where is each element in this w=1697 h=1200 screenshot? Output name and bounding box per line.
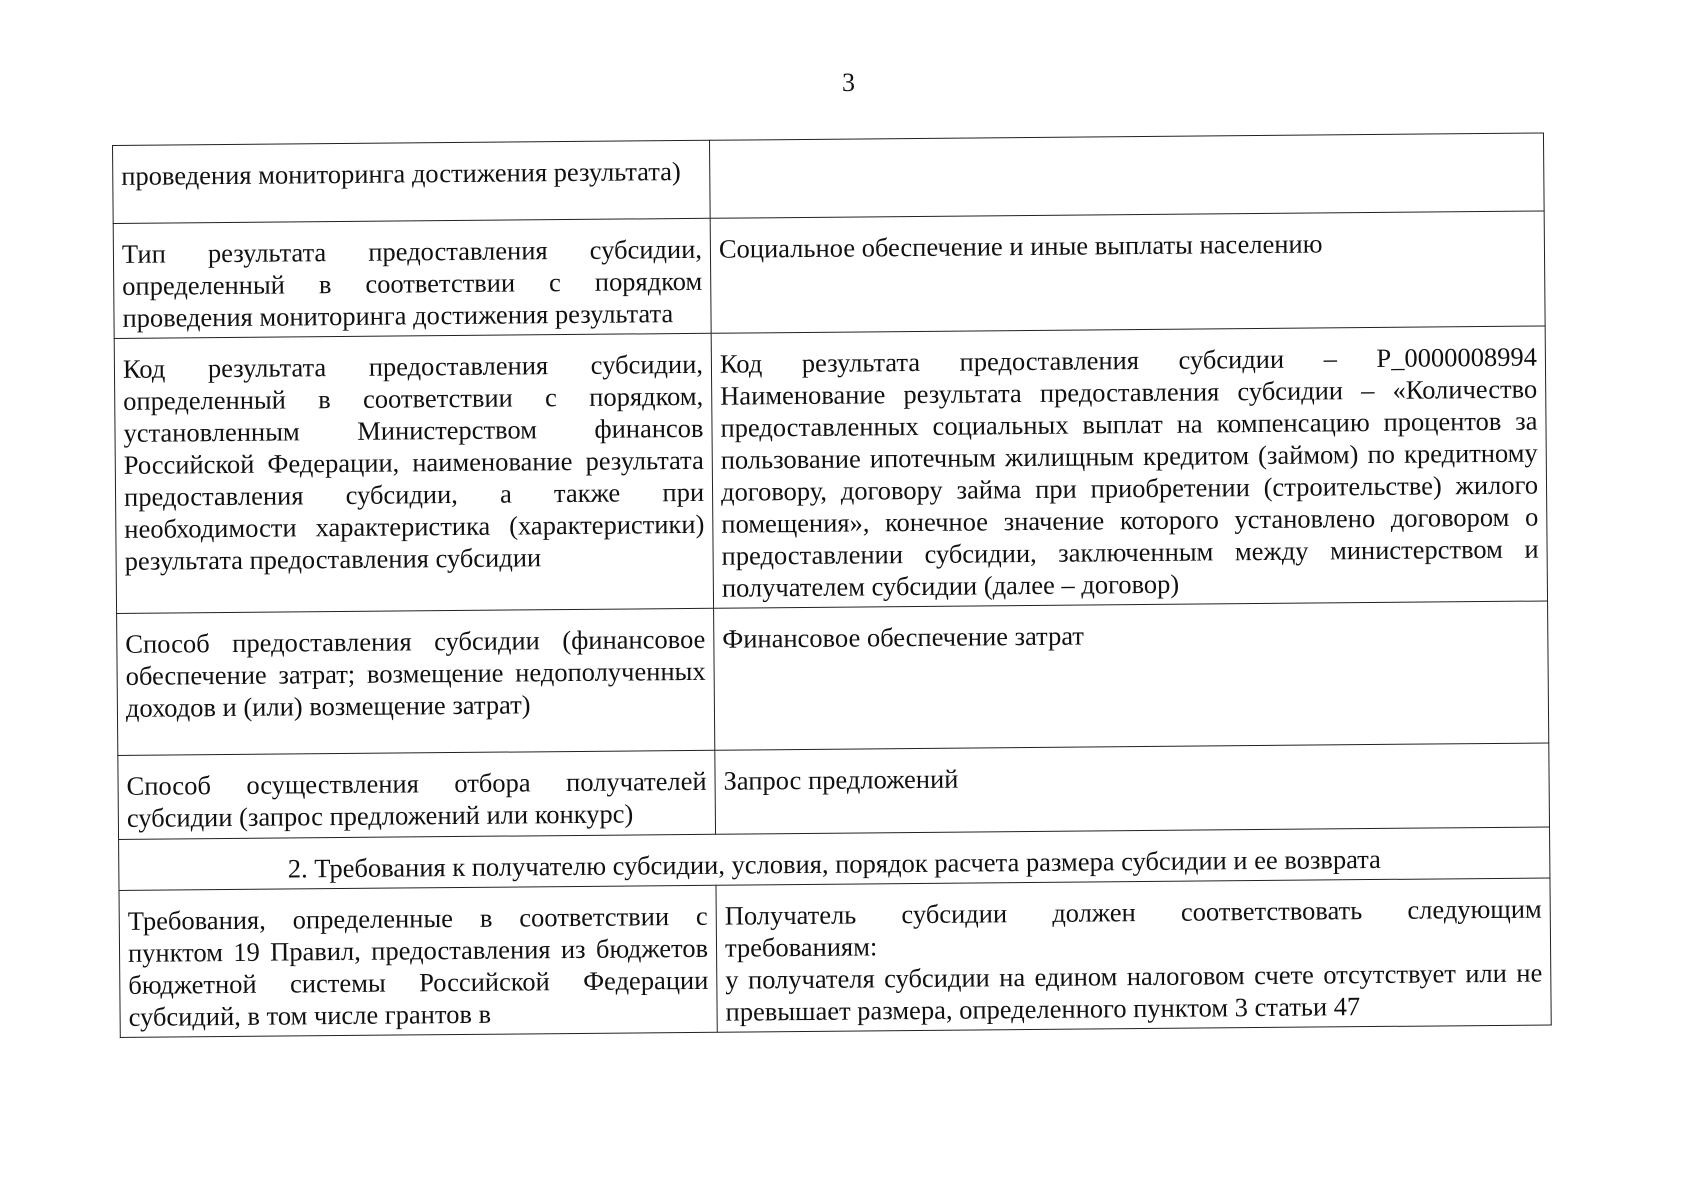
table-row: [113, 133, 1545, 223]
row-value: [714, 601, 1549, 750]
row-label-text: Тип результата предоставления субсидии, определенный в соответствии с порядком проведения мониторинга достижения результата: [121, 233, 703, 333]
row-label: [117, 608, 715, 755]
row-label-text: Требования, определенные в соответствии с пунктом 19 Правил, предоставления из бюджетов бюджетной системы Российской Федерации субсидий, в том числе грантов в: [127, 900, 709, 1032]
table-row: [114, 326, 1547, 613]
row-value-text-1: Получатель субсидии должен соответствовать следующим требованиям:: [724, 893, 1542, 963]
row-label-text: Способ осуществления отбора получателей субсидии (запрос предложений или конкурс): [126, 765, 707, 833]
table-row: [119, 878, 1551, 1037]
row-label: [119, 885, 717, 1037]
row-value-text-2: у получателя субсидии на едином налоговом счете отсутствует или не превышает размера, определенного пунктом 3 статьи 47: [725, 957, 1543, 1027]
row-value-text: Социальное обеспечение и иные выплаты населению: [718, 228, 1323, 264]
row-label-text: Код результата предоставления субсидии, определенный в соответствии с порядком, установленным Министерством финансов Российской Федерации, наименование результата предоставления субсидии, а также при необходимости характеристика (характеристики) результата предоставления субсидии: [122, 348, 705, 576]
row-value-text: Финансовое обеспечение затрат: [722, 620, 1085, 654]
row-value: [709, 133, 1544, 218]
page-number: 3: [842, 68, 855, 97]
table-row: [113, 211, 1545, 338]
subsidy-table: [112, 133, 1552, 1038]
row-label: [113, 140, 711, 223]
row-value-text: Код результата предоставления субсидии – P_0000008994 Наименование результата предоставления субсидии – «Количество предоставленных социальных выплат на компенсацию процентов за пользование ипотечным жилищным кредитом (займом) по кредитному договору, договору займа при приобретении (строительстве) жилого помещения», конечное значение которого установлено договором о предоставлении субсидии, заключенным между министерством и получателем субсидии (далее – договор): [719, 341, 1539, 603]
row-label: [113, 218, 711, 338]
section-heading: 2. Требования к получателю субсидии, условия, порядок расчета размера субсидии и ее возврата: [119, 827, 1550, 890]
row-value: [711, 326, 1547, 608]
row-label-text: проведения мониторинга достижения результата): [121, 156, 681, 191]
row-value-text: Запрос предложений: [723, 763, 959, 796]
row-label-text: Способ предоставления субсидии (финансовое обеспечение затрат; возмещение недополученных доходов и (или) возмещение затрат): [125, 623, 706, 723]
row-value-text: [718, 148, 1535, 155]
row-label: [118, 750, 716, 839]
row-value: [716, 878, 1551, 1032]
row-value: [710, 211, 1545, 333]
row-value: [715, 743, 1550, 834]
table-row: [117, 601, 1549, 755]
row-label: [114, 333, 713, 613]
table-row: [118, 743, 1550, 839]
